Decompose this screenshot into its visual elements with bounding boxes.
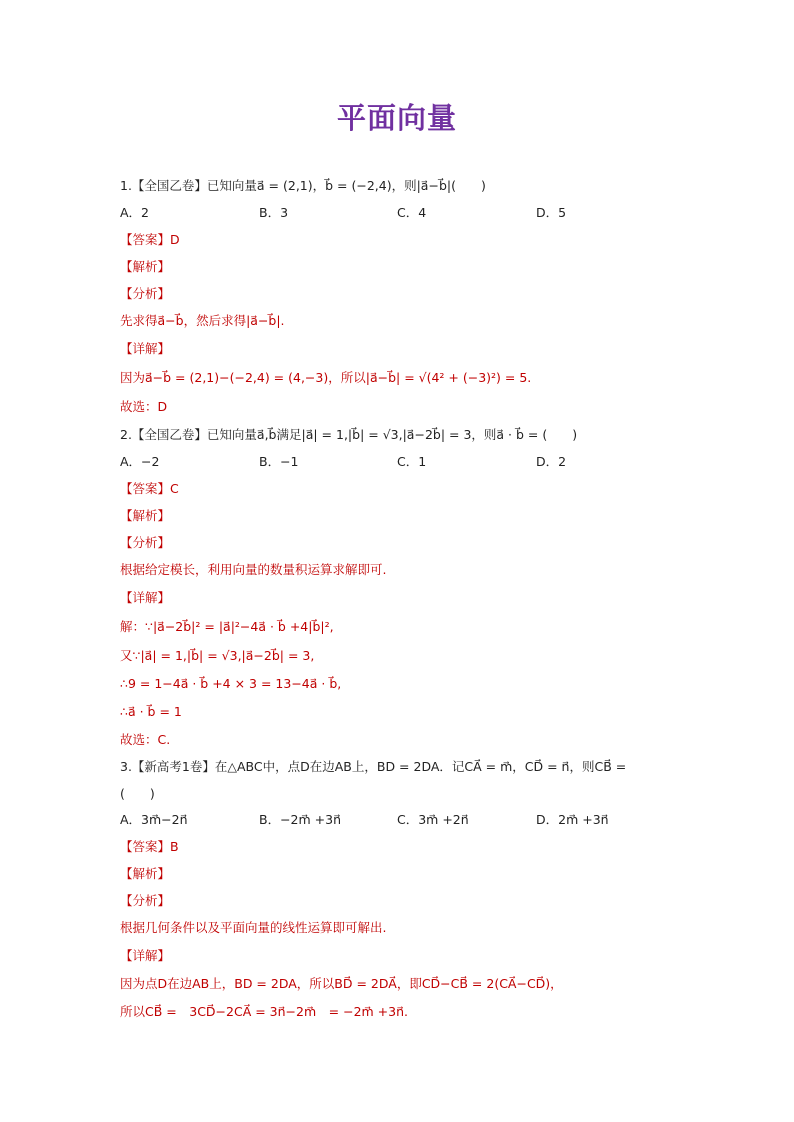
q2-fenxi-label: 【分析】 — [120, 535, 171, 550]
q2-detail-2: 又∵|a⃗| = 1,|b⃗| = √3,|a⃗−2b⃗| = 3, — [120, 648, 315, 663]
q2-detail-3: ∴9 = 1−4a⃗ · b⃗ +4 × 3 = 13−4a⃗ · b⃗, — [120, 676, 342, 691]
q3-option-b: B．−2m⃗ +3n⃗ — [259, 812, 342, 827]
q2-detail-1: 解：∵|a⃗−2b⃗|² = |a⃗|²−4a⃗ · b⃗ +4|b⃗|², — [120, 619, 334, 634]
question-3-stem-paren: ( ) — [120, 786, 155, 801]
q1-conclusion: 故选：D — [120, 399, 168, 414]
page-title: 平面向量 — [336, 101, 457, 135]
q2-option-b: B．−1 — [259, 454, 299, 469]
q2-jiexi-label: 【解析】 — [120, 508, 171, 523]
q2-analysis: 根据给定模长，利用向量的数量积运算求解即可. — [120, 562, 387, 577]
q2-answer: 【答案】C — [120, 481, 179, 496]
q3-xiangjie-label: 【详解】 — [120, 948, 171, 963]
q3-detail-1: 因为点D在边AB上，BD = 2DA，所以BD⃗ = 2DA⃗，即CD⃗−CB⃗ = 2(CA⃗−CD⃗)， — [120, 976, 563, 991]
q2-option-d: D．2 — [536, 454, 567, 469]
q3-answer: 【答案】B — [120, 839, 179, 854]
q1-answer: 【答案】D — [120, 232, 180, 247]
q2-option-c: C．1 — [397, 454, 427, 469]
q1-analysis: 先求得a⃗−b⃗，然后求得|a⃗−b⃗|. — [120, 313, 285, 328]
q1-option-a: A．2 — [120, 205, 150, 220]
q3-detail-2: 所以CB⃗ = 3CD⃗−2CA⃗ = 3n⃗−2m⃗ = −2m⃗ +3n⃗. — [120, 1004, 409, 1019]
q3-jiexi-label: 【解析】 — [120, 866, 171, 881]
question-1-stem: 1.【全国乙卷】已知向量a⃗ = (2,1)，b⃗ = (−2,4)，则|a⃗−b⃗|( ) — [120, 178, 486, 193]
q2-conclusion: 故选：C. — [120, 732, 171, 747]
q1-fenxi-label: 【分析】 — [120, 286, 171, 301]
q1-xiangjie-label: 【详解】 — [120, 341, 171, 356]
q1-option-c: C．4 — [397, 205, 427, 220]
q1-detail: 因为a⃗−b⃗ = (2,1)−(−2,4) = (4,−3)，所以|a⃗−b⃗| = √(4² + (−3)²) = 5. — [120, 370, 532, 385]
q1-jiexi-label: 【解析】 — [120, 259, 171, 274]
q3-analysis: 根据几何条件以及平面向量的线性运算即可解出. — [120, 920, 387, 935]
q3-fenxi-label: 【分析】 — [120, 893, 171, 908]
q2-detail-4: ∴a⃗ · b⃗ = 1 — [120, 704, 182, 719]
q1-option-b: B．3 — [259, 205, 289, 220]
q3-option-d: D．2m⃗ +3n⃗ — [536, 812, 609, 827]
question-3-stem: 3.【新高考1卷】在△ABC中，点D在边AB上，BD = 2DA．记CA⃗ = m⃗，CD⃗ = n⃗，则CB⃗ = — [120, 759, 627, 774]
q3-option-c: C．3m⃗ +2n⃗ — [397, 812, 469, 827]
q2-option-a: A．−2 — [120, 454, 160, 469]
q1-option-d: D．5 — [536, 205, 567, 220]
question-2-stem: 2.【全国乙卷】已知向量a⃗,b⃗满足|a⃗| = 1,|b⃗| = √3,|a⃗−2b⃗| = 3，则a⃗ · b⃗ = ( ) — [120, 427, 578, 442]
q2-xiangjie-label: 【详解】 — [120, 590, 171, 605]
q3-option-a: A．3m⃗−2n⃗ — [120, 812, 188, 827]
